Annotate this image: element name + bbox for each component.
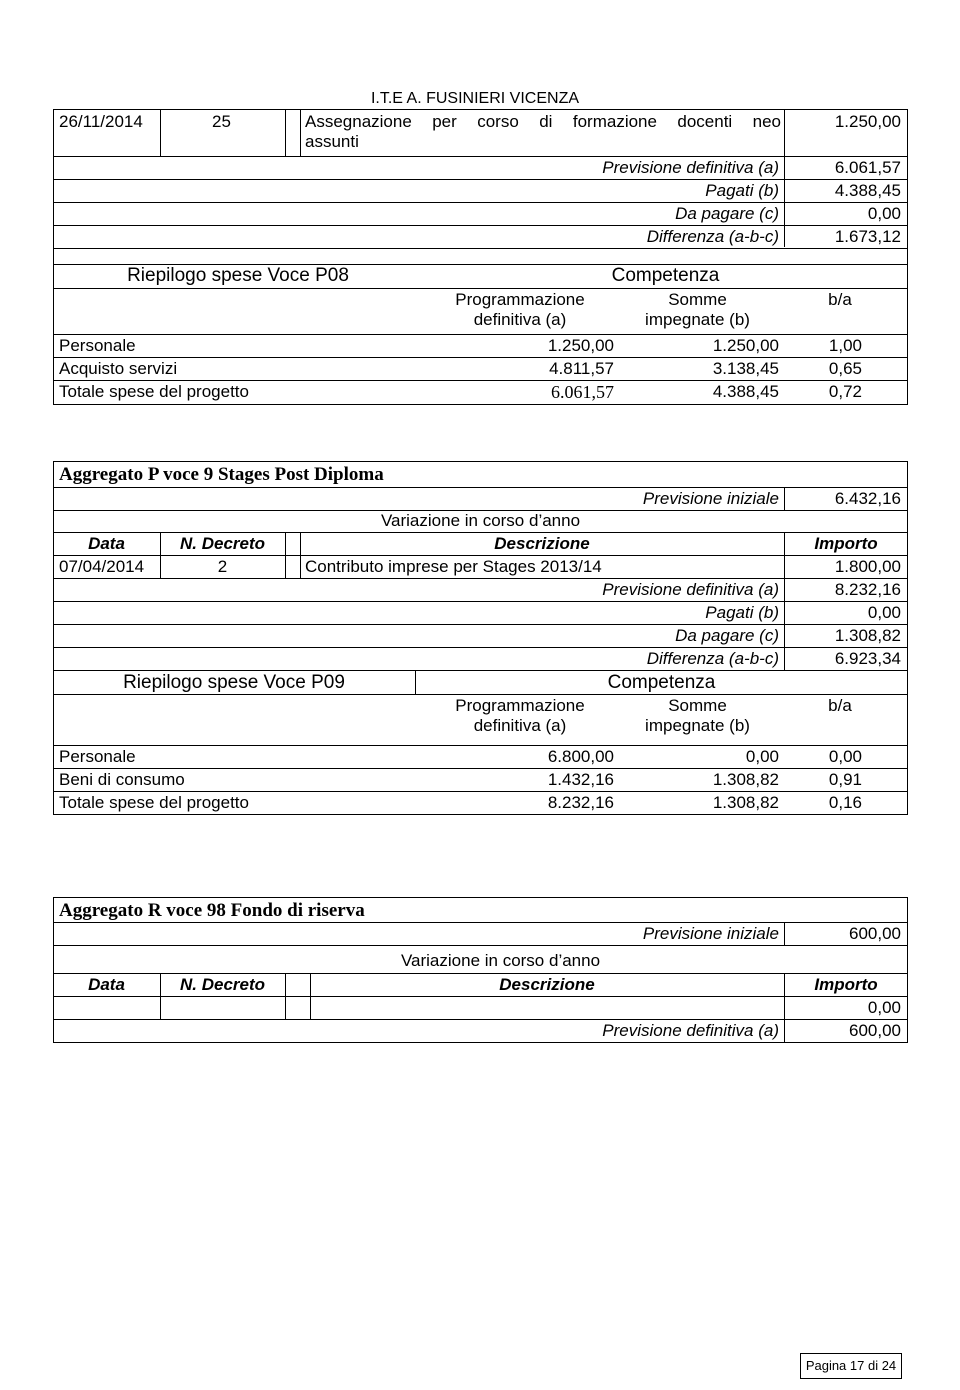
p08-summary-value-3: 1.673,12	[834, 227, 901, 246]
p09-col-decree: N. Decreto	[179, 534, 266, 553]
p09-recap-row-a-1: 1.432,16	[547, 770, 614, 789]
p09-initial-label: Previsione iniziale	[642, 489, 779, 508]
p09-recap-competenza: Competenza	[607, 672, 716, 693]
r98-final-value: 600,00	[849, 1021, 901, 1040]
p08-recap-col2-line1: Somme	[668, 290, 727, 309]
p08-recap-row-ba-2: 0,72	[828, 382, 862, 401]
page-number: Pagina 17 di 24	[800, 1353, 902, 1379]
p09-recap-row-ba-1: 0,91	[828, 770, 862, 789]
p08-summary-label-2: Da pagare (c)	[675, 204, 779, 223]
p09-col-date: Data	[88, 534, 125, 553]
p09-recap-row-b-0: 0,00	[745, 747, 779, 766]
document-header: I.T.E A. FUSINIERI VICENZA	[370, 90, 580, 107]
entry-description-line1: Assegnazione per corso di formazione docenti neo	[305, 112, 781, 131]
p09-recap-col2-line1: Somme	[668, 696, 727, 715]
p08-recap-row-label-1: Acquisto servizi	[59, 359, 178, 378]
p09-recap-row-label-1: Beni di consumo	[59, 770, 185, 789]
p09-recap-row-ba-2: 0,16	[828, 793, 862, 812]
p09-summary-label-1: Pagati (b)	[705, 603, 779, 622]
p09-row-desc: Contributo imprese per Stages 2013/14	[305, 557, 602, 576]
p08-recap-row-label-0: Personale	[59, 336, 136, 355]
p09-summary-label-0: Previsione definitiva (a)	[602, 580, 779, 599]
p09-recap-title: Riepilogo spese Voce P09	[123, 672, 345, 693]
p08-recap-col1	[420, 290, 620, 330]
p09-row-date: 07/04/2014	[59, 557, 145, 576]
p08-summary-label-1: Pagati (b)	[705, 181, 779, 200]
p09-row-decree: 2	[217, 557, 228, 576]
p08-recap-row-ba-0: 1,00	[828, 336, 862, 355]
r98-col-desc: Descrizione	[499, 975, 595, 994]
p09-recap-row-b-1: 1.308,82	[712, 770, 779, 789]
p09-initial-value: 6.432,16	[834, 489, 901, 508]
r98-col-date: Data	[88, 975, 125, 994]
p09-recap-col1-line2: definitiva (a)	[473, 716, 567, 735]
p09-recap-row-label-0: Personale	[59, 747, 136, 766]
r98-col-amount: Importo	[814, 975, 878, 994]
r98-variation: Variazione in corso d’anno	[400, 951, 601, 970]
p09-recap-row-b-2: 1.308,82	[712, 793, 779, 812]
entry-date: 26/11/2014	[59, 112, 143, 131]
r98-row-amount: 0,00	[867, 998, 901, 1017]
p09-summary-value-2: 1.308,82	[834, 626, 901, 645]
r98-col-decree: N. Decreto	[179, 975, 266, 994]
p09-recap-col1	[420, 696, 620, 736]
p08-recap-col3: b/a	[828, 290, 852, 309]
p08-recap-row-a-0: 1.250,00	[547, 336, 614, 355]
p09-title: Aggregato P voce 9 Stages Post Diploma	[59, 464, 384, 485]
p09-recap-col1-line1: Programmazione	[455, 696, 585, 715]
p08-recap-col1-line2: definitiva (a)	[473, 310, 567, 329]
r98-title: Aggregato R voce 98 Fondo di riserva	[59, 900, 365, 921]
p09-recap-col2	[600, 696, 795, 736]
entry-description	[305, 112, 781, 152]
p09-recap-row-a-2: 8.232,16	[547, 793, 614, 812]
p09-summary-value-3: 6.923,34	[834, 649, 901, 668]
p08-summary-value-2: 0,00	[867, 204, 901, 223]
p08-summary-label-0: Previsione definitiva (a)	[602, 158, 779, 177]
p08-summary-value-1: 4.388,45	[834, 181, 901, 200]
p08-recap-row-b-0: 1.250,00	[712, 336, 779, 355]
p09-row-amount: 1.800,00	[834, 557, 901, 576]
p08-recap-competenza: Competenza	[611, 265, 720, 286]
p09-summary-value-1: 0,00	[867, 603, 901, 622]
entry-amount: 1.250,00	[834, 112, 901, 131]
p09-summary-value-0: 8.232,16	[834, 580, 901, 599]
p09-col-desc: Descrizione	[494, 534, 590, 553]
p08-recap-row-a-1: 4.811,57	[549, 359, 614, 378]
p08-section	[53, 109, 908, 405]
p09-variation: Variazione in corso d’anno	[380, 511, 581, 530]
p09-recap-row-label-2: Totale spese del progetto	[59, 793, 249, 812]
p09-recap-row-a-0: 6.800,00	[547, 747, 614, 766]
r98-final-label: Previsione definitiva (a)	[602, 1021, 779, 1040]
p09-recap-col3: b/a	[828, 696, 852, 715]
entry-decree: 25	[212, 112, 231, 131]
p08-recap-col2	[600, 290, 795, 330]
p09-summary-label-2: Da pagare (c)	[675, 626, 779, 645]
p09-col-amount: Importo	[814, 534, 878, 553]
p08-recap-row-ba-1: 0,65	[828, 359, 862, 378]
p08-recap-row-b-2: 4.388,45	[712, 382, 779, 401]
p08-summary-value-0: 6.061,57	[834, 158, 901, 177]
p09-recap-row-ba-0: 0,00	[828, 747, 862, 766]
p08-recap-col1-line1: Programmazione	[455, 290, 585, 309]
p08-recap-row-a-2: 6.061,57	[551, 382, 614, 402]
p08-recap-row-label-2: Totale spese del progetto	[59, 382, 249, 401]
p08-summary-label-3: Differenza (a-b-c)	[646, 227, 779, 246]
p08-recap-col2-line2: impegnate (b)	[645, 310, 750, 329]
p08-recap-title: Riepilogo spese Voce P08	[127, 265, 349, 286]
r98-initial-value: 600,00	[849, 924, 901, 943]
p09-recap-col2-line2: impegnate (b)	[645, 716, 750, 735]
p08-recap-row-b-1: 3.138,45	[712, 359, 779, 378]
entry-description-line2: assunti	[305, 132, 359, 151]
p09-summary-label-3: Differenza (a-b-c)	[646, 649, 779, 668]
r98-initial-label: Previsione iniziale	[642, 924, 779, 943]
